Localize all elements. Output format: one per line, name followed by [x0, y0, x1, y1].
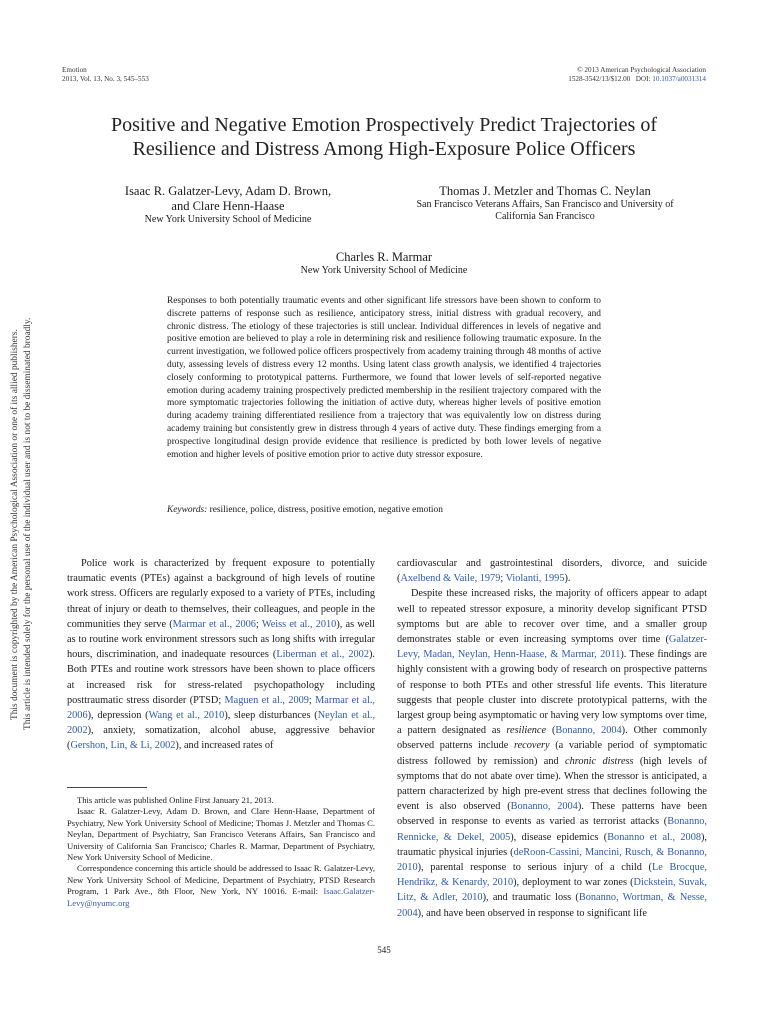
left-column: [67, 556, 375, 754]
footnote-publication: This article was published Online First January 21, 2013.: [77, 795, 274, 805]
emphasis-text: recovery: [513, 740, 550, 752]
doi-link[interactable]: 10.1037/a0031314: [652, 75, 706, 83]
text-run: ;: [500, 573, 506, 585]
text-run: ), deployment to war zones (: [513, 877, 634, 889]
footnote-affiliations: Isaac R. Galatzer-Levy, Adam D. Brown, and Clare Henn-Haase, Department of Psychiatry, New York University School of Medicine; Thomas J. Metzler and Thomas C. Neylan, Department of Psychiatry, San Francisco Veterans Affairs, San Francisco and University of California San Francisco; Charles R. Marmar, Department of Psychiatry, New York University School of Medicine.: [67, 806, 375, 863]
email-link[interactable]: Isaac.Galatzer-Levy@nyumc.org: [67, 886, 375, 908]
issn: 1528-3542/13/$12.00: [568, 75, 631, 83]
text-run: ), sleep disturbances (: [224, 710, 318, 722]
text-run: ), parental response to serious injury of a child (: [417, 862, 652, 874]
text-run: ), and traumatic loss (: [482, 892, 579, 904]
citation-link[interactable]: Marmar et al., 2006: [67, 694, 376, 722]
copyright-header: [440, 66, 706, 84]
author-names-line-1: Isaac R. Galatzer-Levy, Adam D. Brown,: [124, 184, 332, 198]
title-line-1: Positive and Negative Emotion Prospectively Predict Trajectories of: [110, 114, 657, 136]
text-run: ), anxiety, somatization, alcohol abuse, aggressive behavior (: [67, 725, 375, 752]
citation-link[interactable]: Bonanno, Rennicke, & Dekel, 2005: [397, 816, 707, 843]
keywords-label: Keywords:: [167, 505, 208, 515]
journal-header: [62, 66, 149, 84]
text-run: cardiovascular and gastrointestinal disorders, divorce, and suicide (: [397, 558, 707, 585]
emphasis-text: resilience: [506, 725, 547, 737]
citation-link[interactable]: Axelbend & Vaile, 1979: [400, 573, 501, 585]
issn-doi: [440, 75, 706, 84]
citation-link[interactable]: Weiss et al., 2010: [261, 618, 337, 630]
body-paragraph: [397, 586, 707, 920]
correspondence-text: Correspondence concerning this article should be addressed to Isaac R. Galatzer-Levy, New York University School of Medicine, Department of Psychiatry, PTSD Research Program, 1 Park Ave., 8th Floor, New York, NY 10016. E-mail:: [67, 863, 375, 897]
text-run: Despite these increased risks, the majority of officers appear to adapt well to repeated stressor exposure, a minority develop significant PTSD symptoms but are able to recover over time, and a smaller group demonstrates stable or even increasing symptoms over time (: [397, 588, 707, 646]
text-run: ). Other commonly observed patterns include: [397, 725, 707, 752]
copyright-sidebar: [10, 220, 40, 780]
right-column: [397, 556, 707, 921]
text-run: ), and increased rates of: [175, 740, 274, 752]
keywords-text: resilience, police, distress, positive emotion, negative emotion: [207, 505, 443, 515]
emphasis-text: chronic distress: [565, 755, 634, 767]
sidebar-line-1: This document is copyrighted by the American Psychological Association or one of its allied publishers.: [10, 329, 20, 720]
citation-link[interactable]: Bonanno et al., 2008: [607, 831, 701, 843]
text-run: (a variable period of symptomatic distress followed by remission) and: [397, 740, 707, 767]
author-affiliation: New York University School of Medicine: [144, 214, 312, 225]
text-run: ;: [255, 618, 262, 630]
citation-link[interactable]: Dickstein, Suvak, Litz, & Adler, 2010: [397, 877, 707, 904]
page-number: 545: [377, 945, 391, 955]
citation-link[interactable]: Le Brocque, Hendrikz, & Kenardy, 2010: [397, 862, 707, 889]
author-affiliation: New York University School of Medicine: [300, 265, 468, 276]
abstract: Responses to both potentially traumatic events and other significant life stressors have been shown to conform to discrete patterns of response such as resilience, anticipatory stress, initial distress with gradual recovery, and chronic distress. The etiology of these trajectories is still unclear. Individual differences in levels of negative and positive emotion are believed to play a role in determining risk and resilience following traumatic exposure. In the current investigation, we followed police officers prospectively from academy training through 48 months of active duty, assessing levels of distress every 12 months. Using latent class growth analysis, we identified 4 trajectories closely conforming to prototypical patterns. Furthermore, we found that lower levels of self-reported negative emotion during academy training prospectively predicted membership in the resilient trajectory compared with the more symptomatic trajectories following the initiation of active duty, whereas higher levels of positive emotion during academy training differentiated resilience from a trajectory that was equivalently low on distress during academy training but consistently grew in distress through 4 years of active duty. These findings emerging from a prospective longitudinal design provide evidence that resilience is predicted by both lower levels of negative emotion and higher levels of positive emotion prior to active duty stressor exposure.: [167, 296, 601, 460]
citation-link[interactable]: Marmar et al., 2006: [172, 618, 256, 630]
citation-link[interactable]: Bonanno, 2004: [555, 725, 622, 737]
authors-center: [234, 250, 534, 277]
text-run: ;: [308, 694, 316, 706]
author-affiliation-line-1: San Francisco Veterans Affairs, San Francisco and University of: [416, 199, 674, 210]
article-title: [70, 113, 698, 161]
text-run: ).: [564, 573, 571, 585]
citation-link[interactable]: Maguen et al., 2009: [224, 694, 309, 706]
text-run: ). These patterns have been observed in response to events as varied as terrorist attacks (: [397, 801, 707, 828]
text-run: (high levels of symptoms that do not abate over time). When the stressor is anticipated, a pattern characterized by high pre-event stress that declines following the event is also observed (: [397, 755, 708, 813]
footnote-correspondence: [67, 863, 375, 909]
citation-link[interactable]: Bonanno, 2004: [510, 801, 578, 813]
citation-link[interactable]: Galatzer-Levy, Madan, Neylan, Henn-Haase, & Marmar, 2011: [397, 634, 707, 661]
sidebar-line-2: This article is intended solely for the personal use of the individual user and is not to be disseminated broadly.: [23, 317, 33, 730]
citation-link[interactable]: Liberman et al., 2002: [276, 649, 369, 661]
footnote-rule: [67, 787, 147, 788]
text-run: ), depression (: [87, 710, 149, 722]
keywords: [167, 504, 601, 516]
text-run: ), disease epidemics (: [510, 831, 608, 843]
text-run: ), as well as to routine work environment stressors such as long shifts with irregular hours, discrimination, and inadequate resources (: [67, 618, 375, 661]
author-affiliation-line-2: California San Francisco: [495, 211, 595, 222]
body-paragraph: [67, 556, 375, 754]
text-run: Police work is characterized by frequent exposure to potentially traumatic events (PTEs) against a background of high levels of routine work stress. Officers are regularly exposed to a variety of PTEs, including threat of injury or death to themselves, their colleagues, and people in the communities they serve (: [67, 558, 375, 630]
journal-volume: 2013, Vol. 13, No. 3, 545–553: [62, 75, 149, 83]
body-paragraph: [397, 556, 707, 586]
authors-right: [380, 184, 710, 223]
citation-link[interactable]: Neylan et al., 2002: [67, 710, 376, 737]
author-name: Charles R. Marmar: [335, 250, 433, 264]
copyright-notice: © 2013 American Psychological Association: [577, 66, 706, 74]
text-run: ), traumatic physical injuries (: [397, 831, 708, 858]
footnotes: [67, 795, 375, 909]
citation-link[interactable]: Gershon, Lin, & Li, 2002: [70, 740, 176, 752]
citation-link[interactable]: Wang et al., 2010: [148, 710, 225, 722]
author-names: Thomas J. Metzler and Thomas C. Neylan: [439, 184, 651, 198]
title-line-2: Resilience and Distress Among High-Exposure Police Officers: [132, 138, 636, 160]
text-run: ). These findings are highly consistent with a growing body of research on prospective patterns of response to both PTEs and other stressful life events. This literature suggests that people cluster into discrete prototypical patterns, with the largest group being asymptomatic or having very low symptoms over time, a pattern designated as: [397, 649, 707, 737]
text-run: ), and have been observed in response to significant life: [417, 907, 647, 919]
text-run: ). Both PTEs and routine work stressors have been shown to place officers at increased risk for stress-related psychopathology including posttraumatic stress disorder (PTSD;: [67, 649, 375, 706]
author-names-line-2: and Clare Henn-Haase: [171, 199, 285, 213]
citation-link[interactable]: Bonanno, Wortman, & Nesse, 2004: [397, 892, 707, 919]
citation-link[interactable]: Violanti, 1995: [505, 573, 565, 585]
authors-left: [94, 184, 362, 226]
doi-label: DOI:: [635, 75, 651, 83]
journal-name: Emotion: [62, 66, 87, 74]
text-run: (: [546, 725, 556, 737]
citation-link[interactable]: deRoon-Cassini, Mancini, Rusch, & Bonanno, 2010: [397, 846, 707, 874]
